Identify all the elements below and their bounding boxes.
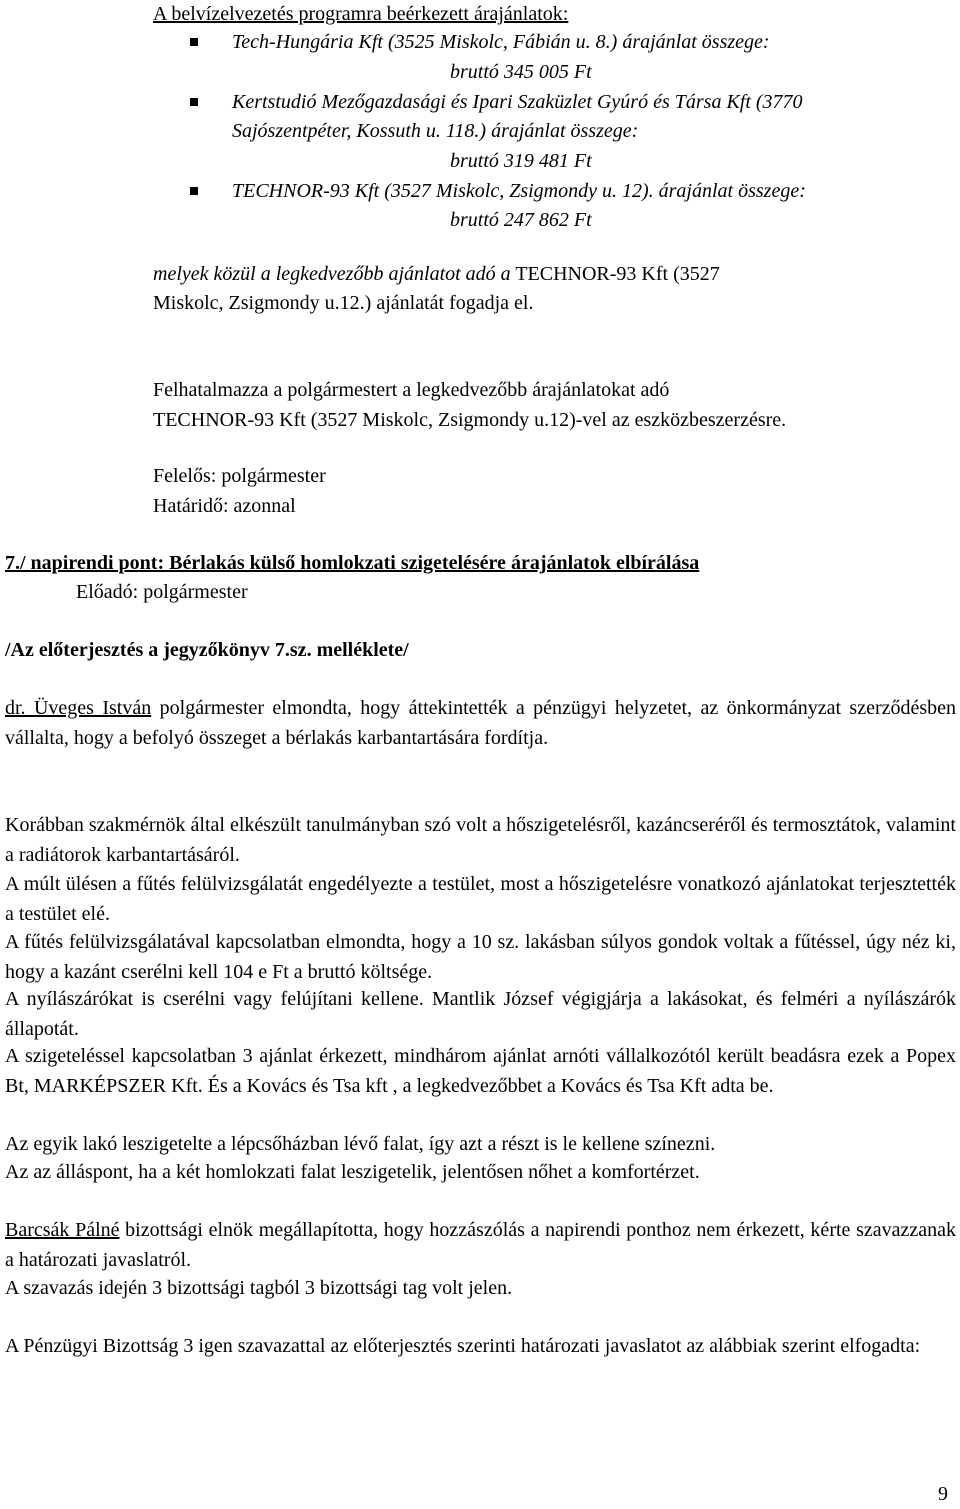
deadline: Határidő: azonnal <box>153 495 296 517</box>
body-paragraph: A fűtés felülvizsgálatával kapcsolatban elmondta, hogy a 10 sz. lakásban súlyos gondok voltak a fűtéssel, úgy néz ki, hogy a kazánt cserélni kell 104 e Ft a bruttó költsége. <box>5 931 956 983</box>
vote-count: A szavazás idején 3 bizottsági tagból 3 bizottsági tag volt jelen. <box>5 1277 513 1299</box>
body-paragraph: Az az álláspont, ha a két homlokzati falat leszigetelik, jelentősen nőhet a komfortérzet. <box>5 1161 700 1183</box>
body-paragraph: Az egyik lakó leszigetelte a lépcsőházban lévő falat, így azt a részt is le kellene színezni. <box>5 1133 716 1155</box>
body-paragraph: A múlt ülésen a fűtés felülvizsgálatát engedélyezte a testület, most a hőszigetelésre vonatkozó ajánlatokat terjesztették a testület elé. <box>5 873 956 925</box>
authorize-line-1: Felhatalmazza a polgármestert a legkedvezőbb árajánlatokat adó <box>153 379 670 401</box>
chair-paragraph <box>5 1215 956 1275</box>
authorize-line-2: TECHNOR-93 Kft (3527 Miskolc, Zsigmondy u.12)-vel az eszközbeszerzésre. <box>153 409 787 431</box>
offer-2-title-cont: Sajószentpéter, Kossuth u. 118.) árajánlat összege: <box>232 120 639 142</box>
presenter: Előadó: polgármester <box>76 581 248 603</box>
chair-name: Barcsák Pálné <box>5 1219 120 1241</box>
accept-line-2: Miskolc, Zsigmondy u.12.) ajánlatát fogadja el. <box>153 292 534 314</box>
offer-2-amount: bruttó 319 481 Ft <box>450 150 592 172</box>
mayor-statement: polgármester elmondta, hogy áttekintették a pénzügyi helyzetet, az önkormányzat szerződésben vállalta, hogy a befolyó összeget a bérlakás karbantartására fordítja. <box>5 697 957 749</box>
offer-1-amount: bruttó 345 005 Ft <box>450 61 592 83</box>
body-paragraph: A szigeteléssel kapcsolatban 3 ajánlat érkezett, mindhárom ajánlat arnóti vállalkozótól került beadásra ezek a Popex Bt, MARKÉPSZER Kft. És a Kovács és Tsa kft , a legkedvezőbbet a Kovács és Tsa Kft adta be. <box>5 1045 956 1097</box>
page-number: 9 <box>938 1483 948 1505</box>
vote-result: A Pénzügyi Bizottság 3 igen szavazattal az előterjesztés szerinti határozati javaslatot az alábbiak szerint elfogadta: <box>5 1335 921 1357</box>
chair-statement: bizottsági elnök megállapította, hogy hozzászólás a napirendi ponthoz nem érkezett, kérte szavazzanak a határozati javaslatról. <box>5 1219 956 1271</box>
offer-2-title: Kertstudió Mezőgazdasági és Ipari Szaküzlet Gyúró és Társa Kft (3770 <box>232 91 803 113</box>
agenda-title: 7./ napirendi pont: Bérlakás külső homlokzati szigetelésére árajánlatok elbírálása <box>5 552 700 574</box>
accept-italic: melyek közül a legkedvezőbb ajánlatot adó a <box>153 263 511 285</box>
offer-3-amount: bruttó 247 862 Ft <box>450 209 592 231</box>
body-paragraph: A nyílászárókat is cserélni vagy felújítani kellene. Mantlik József végigjárja a lakásokat, és felméri a nyílászárók állapotát. <box>5 988 956 1040</box>
mayor-name: Üveges István <box>33 697 152 719</box>
offers-intro: A belvízelvezetés programra beérkezett árajánlatok: <box>153 3 569 25</box>
offer-1-title: Tech-Hungária Kft (3525 Miskolc, Fábián u. 8.) árajánlat összege: <box>232 31 770 53</box>
attachment-note: /Az előterjesztés a jegyzőkönyv 7.sz. melléklete/ <box>5 639 409 661</box>
offer-3-title: TECHNOR-93 Kft (3527 Miskolc, Zsigmondy u. 12). árajánlat összege: <box>232 180 806 202</box>
body-paragraph: Korábban szakmérnök által elkészült tanulmányban szó volt a hőszigetelésről, kazáncseréről és termosztátok, valamint a radiátorok karbantartásáról. <box>5 814 956 866</box>
bullet-icon <box>190 98 198 106</box>
responsible: Felelős: polgármester <box>153 465 326 487</box>
accept-line-1 <box>153 262 720 286</box>
mayor-title: dr. <box>5 697 34 719</box>
bullet-icon <box>190 187 198 195</box>
bullet-icon <box>190 38 198 46</box>
accept-company: TECHNOR-93 Kft (3527 <box>510 263 720 285</box>
mayor-paragraph <box>5 693 956 753</box>
